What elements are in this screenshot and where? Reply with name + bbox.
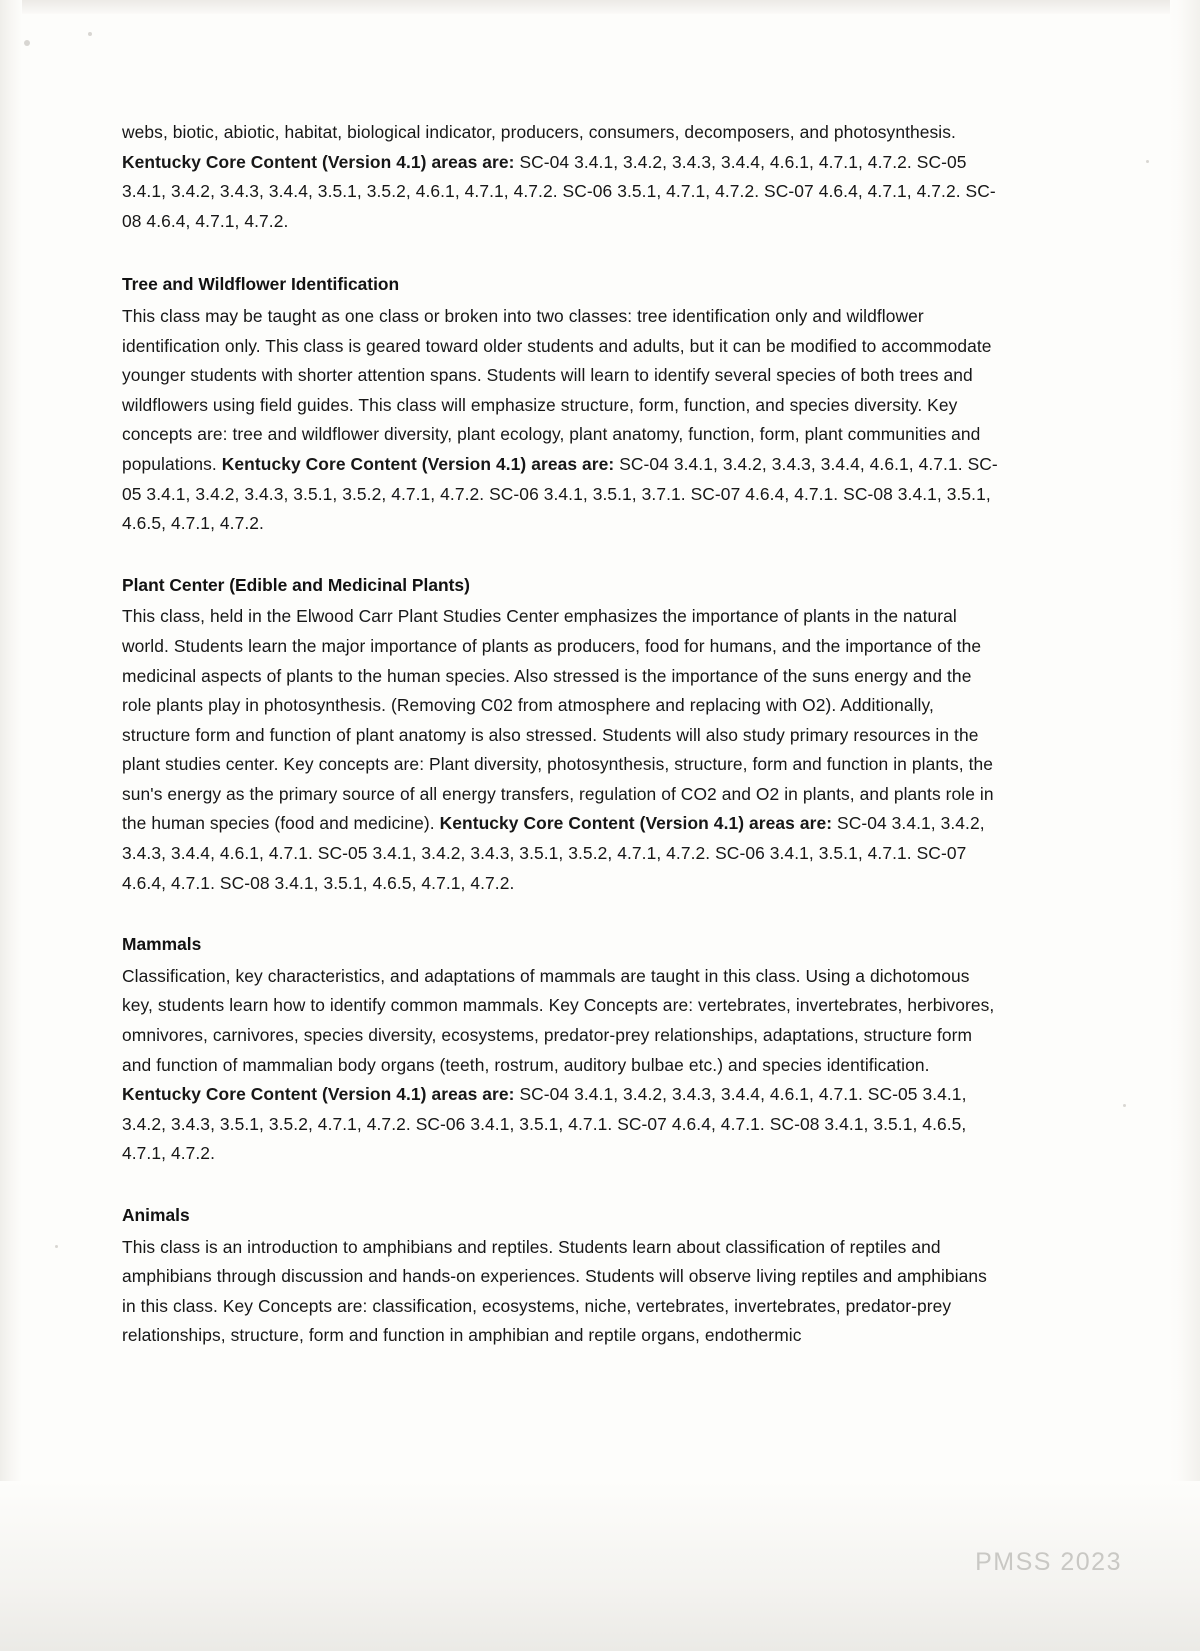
page-left-shadow xyxy=(0,0,22,1651)
core-content-label: Kentucky Core Content (Version 4.1) areas are: xyxy=(439,813,833,834)
scan-speck xyxy=(1123,1104,1126,1107)
scan-speck xyxy=(24,40,30,46)
section-heading: Animals xyxy=(122,1205,190,1225)
section-mammals xyxy=(122,930,1000,1169)
section-tree-and-wildflower-identification xyxy=(122,270,1000,538)
document-body xyxy=(122,118,1000,1351)
scan-speck xyxy=(88,32,92,36)
section-text-before-bold: This class may be taught as one class or broken into two classes: tree identification only and wildflower identification only. This class is geared toward older students and adults, but it can be modified to accommodate younger students with shorter attention spans. Students will learn to identify several species of both trees and wildflowers using field guides. This class will emphasize structure, form, function, and species diversity. Key concepts are: tree and wildflower diversity, plant ecology, plant anatomy, function, form, plant communities and populations. xyxy=(122,305,992,474)
section-heading: Mammals xyxy=(122,934,202,955)
section-paragraph xyxy=(122,302,1000,539)
section-paragraph xyxy=(122,1233,1000,1351)
core-content-label: Kentucky Core Content (Version 4.1) areas are: xyxy=(221,453,615,474)
continued-text-before-bold: webs, biotic, abiotic, habitat, biological indicator, producers, consumers, decomposers, and photosynthesis. xyxy=(122,122,956,142)
scan-speck xyxy=(55,1245,58,1248)
continued-text-after-bold: SC-04 3.4.1, 3.4.2, 3.4.3, 3.4.4, 4.6.1, 4.7.1, 4.7.2. SC-05 3.4.1, 3.4.2, 3.4.3, 3.4.4, 3.5.1, 3.5.2, 4.6.1, 4.7.1, 4.7.2. SC-06 3.5.1, 4.7.1, 4.7.2. SC-07 4.6.4, 4.7.1, 4.7.2. SC-08 4.6.4, 4.7.1, 4.7.2. xyxy=(122,151,996,231)
section-text-after-bold: SC-04 3.4.1, 3.4.2, 3.4.3, 3.4.4, 4.6.1, 4.7.1. SC-05 3.4.1, 3.4.2, 3.4.3, 3.5.1, 3.5.2, 4.7.1, 4.7.2. SC-06 3.4.1, 3.5.1, 4.7.1. SC-07 4.6.4, 4.7.1. SC-08 3.4.1, 3.5.1, 4.6.5, 4.7.1, 4.7.2. xyxy=(122,1084,967,1164)
section-text-before-bold: This class, held in the Elwood Carr Plant Studies Center emphasizes the importance of plants in the natural world. Students learn the major importance of plants as producers, food for humans, and the importance of the medicinal aspects of plants to the human species. Also stressed is the importance of the suns energy and the role plants play in photosynthesis. (Removing C02 from atmosphere and replacing with O2). Additionally, structure form and function of plant anatomy is also stressed. Students will also study primary resources in the plant studies center. Key concepts are: Plant diversity, photosynthesis, structure, form and function in plants, the sun's energy as the primary source of all energy transfers, regulation of CO2 and O2 in plants, and plants role in the human species (food and medicine). xyxy=(122,606,994,834)
section-text-before-bold: Classification, key characteristics, and adaptations of mammals are taught in this class. Using a dichotomous key, students learn how to identify common mammals. Key Concepts are: vertebrates, invertebrates, herbivores, omnivores, carnivores, species diversity, ecosystems, predator-prey relationships, adaptations, structure form and function of mammalian body organs (teeth, rostrum, auditory bulbae etc.) and species identification. xyxy=(122,965,995,1075)
section-heading: Tree and Wildflower Identification xyxy=(122,274,400,295)
section-text-before-bold: This class is an introduction to amphibians and reptiles. Students learn about classification of reptiles and amphibians through discussion and hands-on experiences. Students will observe living reptiles and amphibians in this class. Key Concepts are: classification, ecosystems, niche, vertebrates, invertebrates, predator-prey relationships, structure, form and function in amphibian and reptile organs, endothermic xyxy=(122,1236,987,1346)
core-content-label: Kentucky Core Content (Version 4.1) areas are: xyxy=(122,1084,515,1105)
section-text-after-bold: SC-04 3.4.1, 3.4.2, 3.4.3, 3.4.4, 4.6.1, 4.7.1. SC-05 3.4.1, 3.4.2, 3.4.3, 3.5.1, 3.5.2, 4.7.1, 4.7.2. SC-06 3.4.1, 3.5.1, 4.7.1. SC-07 4.6.4, 4.7.1. SC-08 3.4.1, 3.5.1, 4.6.5, 4.7.1, 4.7.2. xyxy=(122,813,985,893)
section-paragraph xyxy=(122,962,1000,1169)
section-heading: Plant Center (Edible and Medicinal Plants) xyxy=(122,574,470,595)
page-top-shadow xyxy=(0,0,1200,14)
continued-paragraph xyxy=(122,118,1000,236)
core-content-label: Kentucky Core Content (Version 4.1) areas are: xyxy=(122,151,515,172)
section-paragraph xyxy=(122,602,1000,898)
section-text-after-bold: SC-04 3.4.1, 3.4.2, 3.4.3, 3.4.4, 4.6.1, 4.7.1. SC-05 3.4.1, 3.4.2, 3.4.3, 3.5.1, 3.5.2, 4.7.1, 4.7.2. SC-06 3.4.1, 3.5.1, 3.7.1. SC-07 4.6.4, 4.7.1. SC-08 3.4.1, 3.5.1, 4.6.5, 4.7.1, 4.7.2. xyxy=(122,453,998,534)
scan-speck xyxy=(1146,160,1149,163)
section-animals xyxy=(122,1201,1000,1351)
page-watermark: PMSS 2023 xyxy=(975,1548,1122,1576)
section-plant-center xyxy=(122,571,1000,899)
page-right-shadow xyxy=(1170,0,1200,1651)
